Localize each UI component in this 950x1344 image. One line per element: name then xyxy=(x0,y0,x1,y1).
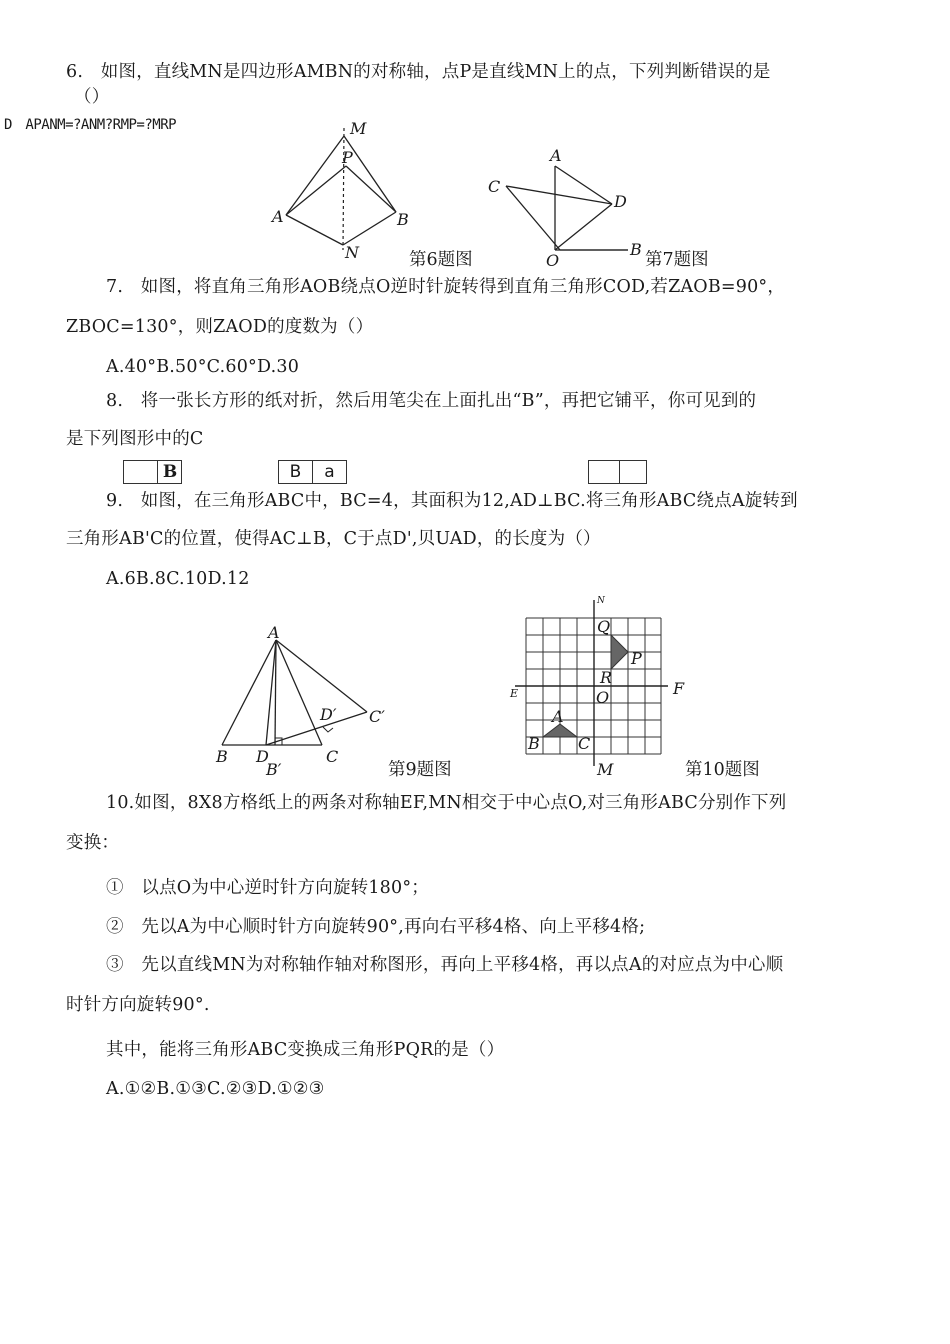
q10-label-q: Q xyxy=(597,617,611,636)
q6-answer-paren: （） xyxy=(74,87,110,107)
q10-label-n: N xyxy=(597,596,605,606)
q10-label-r: R xyxy=(600,668,613,687)
q9-stem-line2: 三角形AB'C的位置，使得AC⊥B，C于点D',贝UAD，的长度为（） xyxy=(66,529,601,549)
q10-figure xyxy=(508,590,688,780)
q9-label-a: A xyxy=(268,623,280,642)
q10-label-o: O xyxy=(596,688,610,707)
q6-label-p: P xyxy=(342,148,353,167)
q7-label-d: D xyxy=(614,192,627,211)
q9-label-d: D xyxy=(256,747,269,766)
q10-item-1: ① 以点O为中心逆时针方向旋转180°； xyxy=(106,878,429,898)
q10-item-2: ② 先以A为中心顺时针方向旋转90°,再向右平移4格、向上平移4格; xyxy=(106,917,646,937)
q8-option-b-left: B xyxy=(289,462,302,482)
q9-label-c-prime: C′ xyxy=(369,707,385,726)
q8-option-a xyxy=(123,460,182,484)
q10-label-m: M xyxy=(597,760,614,779)
q10-label-f: F xyxy=(673,679,685,698)
q9-options: A.6B.8C.10D.12 xyxy=(106,569,250,589)
q10-caption: 第10题图 xyxy=(685,760,760,780)
q10-item-3-line1: ③ 先以直线MN为对称轴作轴对称图形，再向上平移4格，再以点A的对应点为中心顺 xyxy=(106,955,784,975)
q6-label-a: A xyxy=(272,207,284,226)
q10-stem-line1: 10.如图，8X8方格纸上的两条对称轴EF,MN相交于中心点O,对三角形ABC分别作下列 xyxy=(106,793,787,813)
q6-garbled-options: D APANM=?ANM?RMP=?MRP xyxy=(4,117,177,133)
q8-option-b xyxy=(278,460,347,484)
q10-label-p: P xyxy=(631,649,642,668)
q10-question: 其中，能将三角形ABC变换成三角形PQR的是（） xyxy=(106,1040,505,1060)
q8-stem-line2: 是下列图形中的C xyxy=(66,429,204,449)
q7-caption: 第7题图 xyxy=(645,250,709,270)
q10-label-c: C xyxy=(578,734,591,753)
q8-stem-line1: 8. 将一张长方形的纸对折，然后用笔尖在上面扎出“B”，再把它铺平，你可见到的 xyxy=(106,391,757,411)
q10-options: A.①②B.①③C.②③D.①②③ xyxy=(106,1079,325,1099)
q8-option-a-letter: B xyxy=(162,462,178,482)
q7-label-b: B xyxy=(630,240,642,259)
q6-figure xyxy=(270,118,410,262)
q7-stem-line1: 7. 如图，将直角三角形AOB绕点O逆时针旋转得到直角三角形COD,若ZAOB=90°， xyxy=(106,277,786,297)
q10-label-b: B xyxy=(528,734,540,753)
q9-label-b: B xyxy=(216,747,228,766)
q10-label-e: E xyxy=(510,687,519,700)
q9-label-c: C xyxy=(326,747,339,766)
q7-stem-line2: ZBOC=130°，则ZAOD的度数为（） xyxy=(66,317,374,337)
q6-label-n: N xyxy=(345,243,359,262)
q7-options: A.40°B.50°C.60°D.30 xyxy=(106,357,300,377)
q9-figure xyxy=(218,622,398,777)
q7-label-c: C xyxy=(488,177,501,196)
q7-label-o: O xyxy=(546,251,560,270)
q7-label-a: A xyxy=(550,146,562,165)
q10-label-a: A xyxy=(552,707,564,726)
q6-label-m: M xyxy=(350,119,367,138)
q8-option-b-right: a xyxy=(324,462,335,482)
q10-item-3-line2: 时针方向旋转90°. xyxy=(66,995,210,1015)
q6-caption: 第6题图 xyxy=(409,250,473,270)
q8-option-c xyxy=(588,460,647,484)
q9-label-b-prime: B′ xyxy=(266,760,282,779)
q9-stem-line1: 9. 如图，在三角形ABC中，BC=4，其面积为12,AD⊥BC.将三角形ABC绕点A旋转到 xyxy=(106,491,798,511)
q9-caption: 第9题图 xyxy=(388,760,452,780)
q6-stem: 6. 如图，直线MN是四边形AMBN的对称轴，点P是直线MN上的点，下列判断错误的是 xyxy=(66,62,771,82)
q7-figure xyxy=(485,145,645,270)
q10-stem-line2: 变换： xyxy=(66,833,120,853)
q6-label-b: B xyxy=(397,210,409,229)
q9-label-d-prime: D′ xyxy=(320,705,337,724)
